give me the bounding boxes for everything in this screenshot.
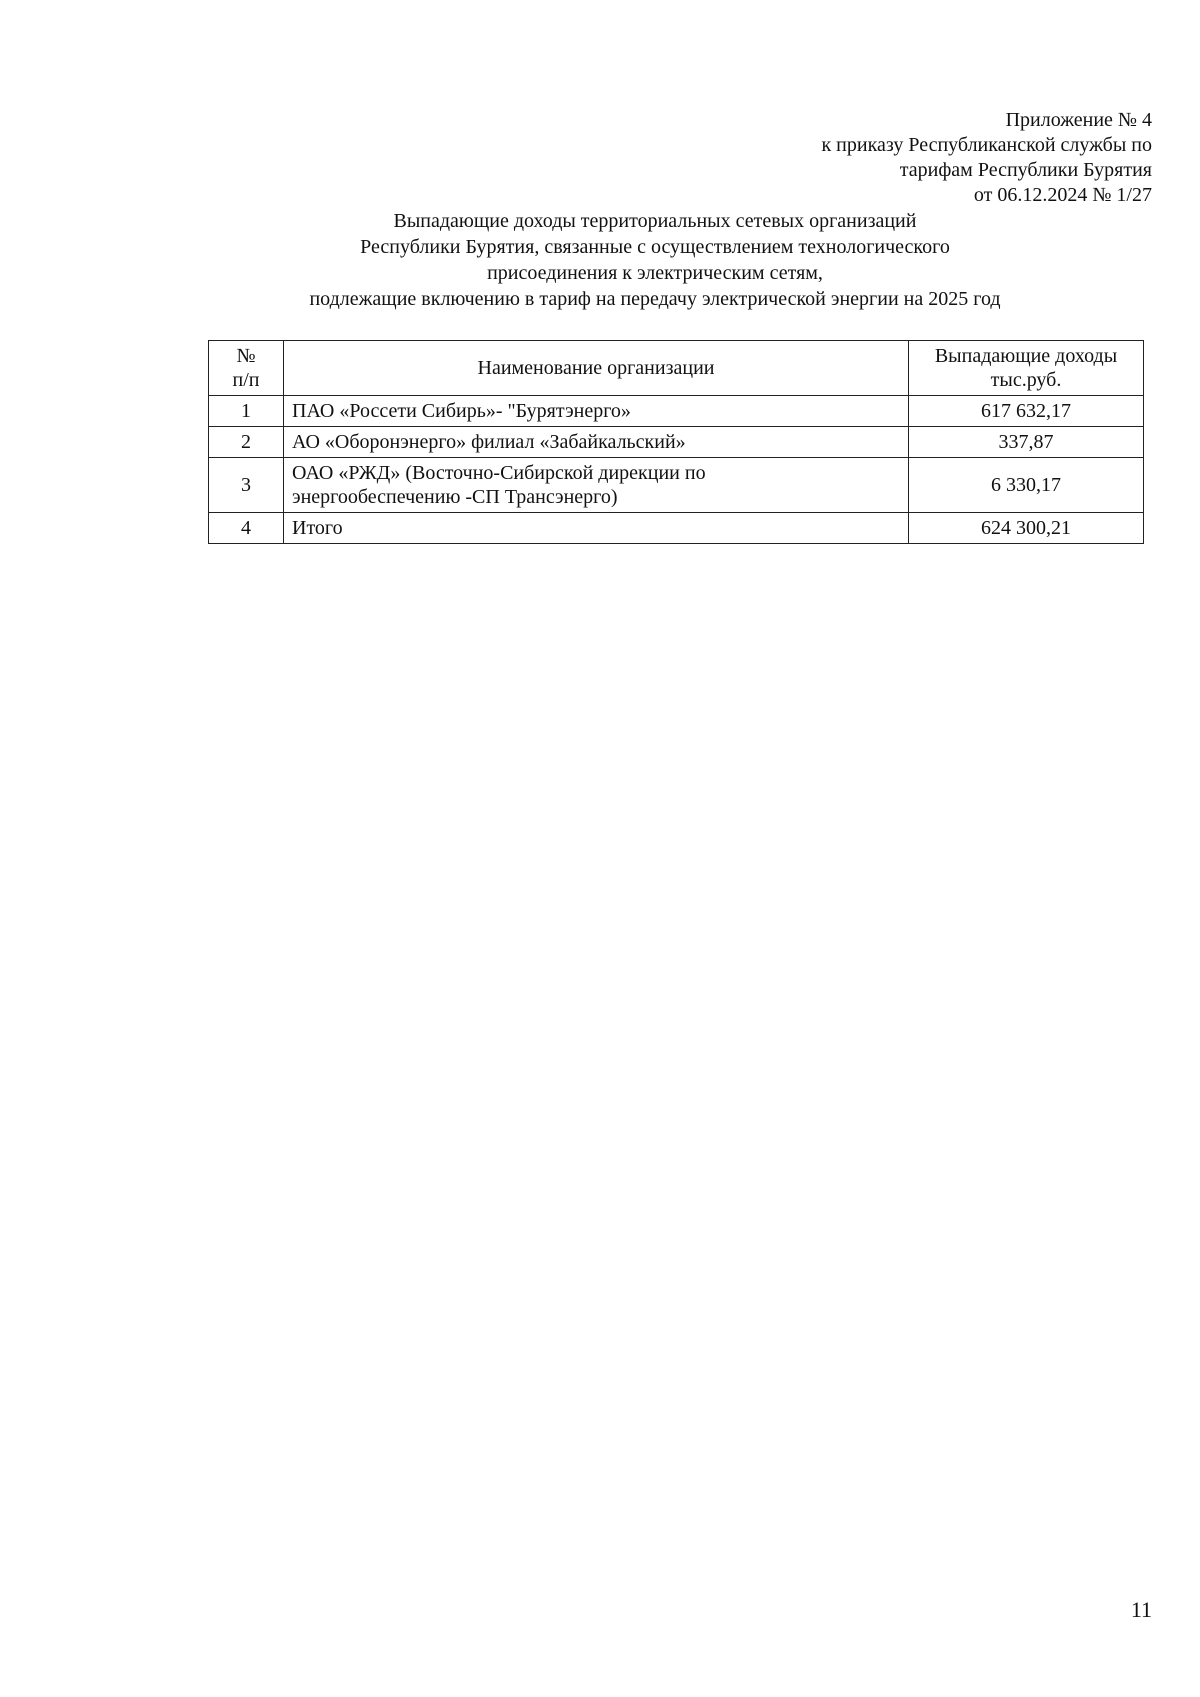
table-header-row <box>209 341 1144 396</box>
title-line: присоединения к электрическим сетям, <box>487 262 823 284</box>
row-name-line1: ОАО «РЖД» (Восточно-Сибирской дирекции по <box>292 462 706 484</box>
annex-line: от 06.12.2024 № 1/27 <box>973 184 1152 206</box>
row-num: 1 <box>209 396 284 427</box>
annex-header <box>552 108 1152 208</box>
annex-line: к приказу Республиканской службы по <box>821 134 1152 156</box>
row-name <box>284 427 909 458</box>
row-amount: 617 632,17 <box>909 396 1144 427</box>
page-number: 11 <box>1130 1597 1152 1622</box>
annex-line: Приложение № 4 <box>1005 109 1152 131</box>
table-row <box>209 427 1144 458</box>
header-amount <box>909 341 1144 396</box>
title-line: Республики Бурятия, связанные с осуществлением технологического <box>360 236 950 258</box>
row-name <box>284 513 909 544</box>
table-row <box>209 396 1144 427</box>
row-name-line1: ПАО «Россети Сибирь»- "Бурятэнерго» <box>292 400 631 422</box>
header-amount-line2: тыс.руб. <box>990 369 1062 391</box>
row-name-line1: АО «Оборонэнерго» филиал «Забайкальский» <box>292 431 686 453</box>
total-amount: 624 300,21 <box>909 513 1144 544</box>
annex-line: тарифам Республики Бурятия <box>899 159 1152 181</box>
row-amount: 337,87 <box>909 427 1144 458</box>
title-line: Выпадающие доходы территориальных сетевых организаций <box>393 210 917 232</box>
row-num: 4 <box>209 513 284 544</box>
header-name: Наименование организации <box>284 341 909 396</box>
header-amount-line1: Выпадающие доходы <box>934 345 1118 367</box>
revenue-table <box>208 340 1144 544</box>
row-name-line1: Итого <box>292 517 343 539</box>
row-num: 2 <box>209 427 284 458</box>
row-name-line2: энергообеспечению -СП Трансэнерго) <box>292 486 618 508</box>
header-num <box>209 341 284 396</box>
row-amount: 6 330,17 <box>909 458 1144 513</box>
row-name <box>284 458 909 513</box>
document-title <box>230 208 1080 312</box>
row-num: 3 <box>209 458 284 513</box>
table-row <box>209 458 1144 513</box>
title-line: подлежащие включению в тариф на передачу электрической энергии на 2025 год <box>309 288 1001 310</box>
header-num-line1: № <box>236 345 256 367</box>
row-name <box>284 396 909 427</box>
header-num-line2: п/п <box>232 369 260 391</box>
table-total-row <box>209 513 1144 544</box>
